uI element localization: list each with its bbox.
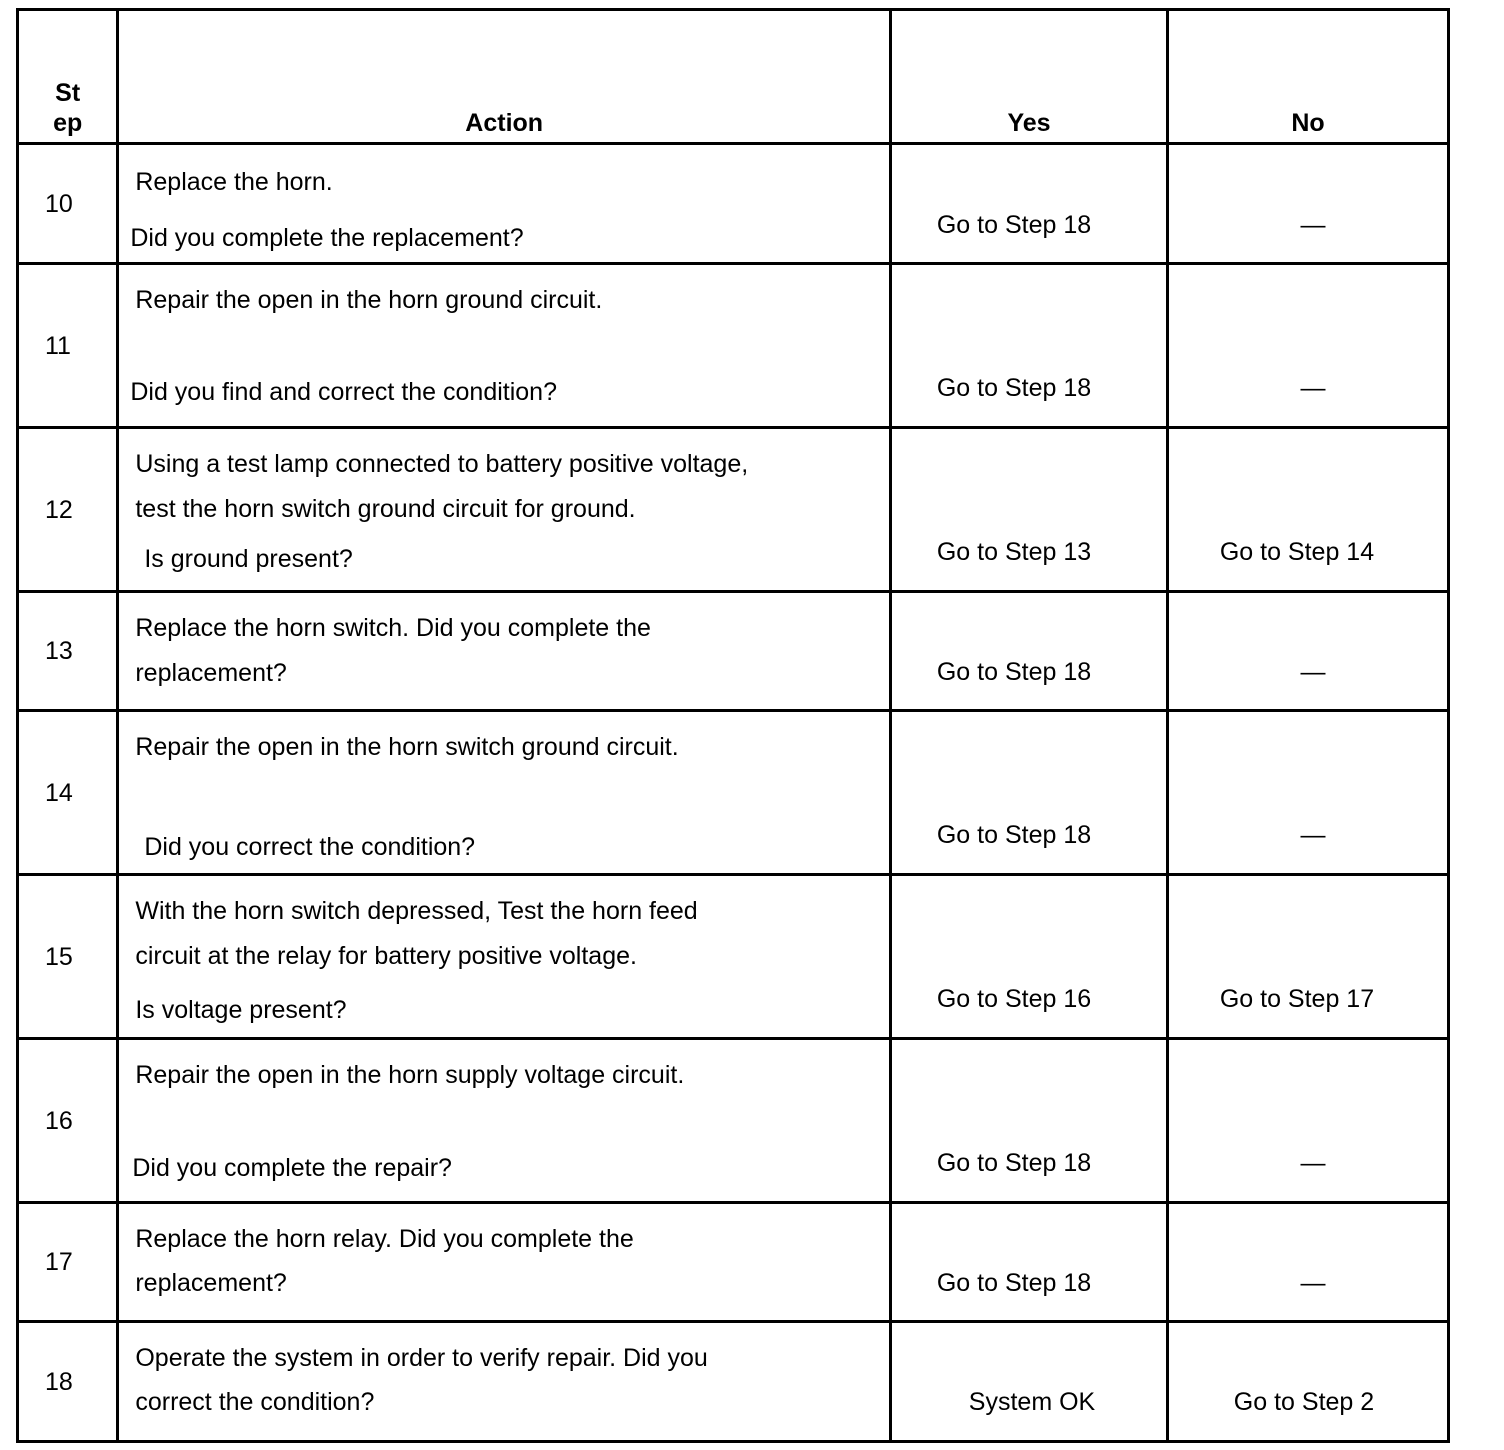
action-line: Did you correct the condition? [144, 833, 476, 861]
no-cell [1167, 711, 1448, 875]
no-cell [1167, 144, 1448, 264]
no-cell [1167, 1039, 1448, 1203]
yes-cell [891, 428, 1168, 592]
step-number: 10 [18, 144, 118, 264]
action-cell [118, 592, 891, 711]
yes-result: System OK [968, 1388, 1096, 1416]
table-row [18, 428, 1449, 592]
action-line: Replace the horn relay. Did you complete the [135, 1225, 634, 1253]
yes-cell [891, 592, 1168, 711]
no-result: Go to Step 2 [1233, 1388, 1375, 1416]
diagnostic-table [16, 8, 1450, 1443]
action-line: Is ground present? [144, 545, 353, 573]
action-cell [118, 428, 891, 592]
yes-cell [891, 1203, 1168, 1322]
step-number: 18 [18, 1322, 118, 1442]
action-cell [118, 144, 891, 264]
action-cell [118, 1322, 891, 1442]
yes-result: Go to Step 16 [936, 985, 1092, 1013]
no-cell [1167, 875, 1448, 1039]
no-result: Go to Step 17 [1219, 985, 1375, 1013]
action-line: Repair the open in the horn supply voltage circuit. [135, 1061, 685, 1089]
action-line: Operate the system in order to verify repair. Did you [135, 1344, 708, 1372]
yes-result: Go to Step 18 [936, 1149, 1092, 1177]
yes-result: Go to Step 18 [936, 658, 1092, 686]
yes-cell [891, 1322, 1168, 1442]
step-number: 14 [18, 711, 118, 875]
action-line: Repair the open in the horn ground circuit. [135, 286, 603, 314]
yes-cell [891, 1039, 1168, 1203]
action-cell [118, 711, 891, 875]
action-line: test the horn switch ground circuit for ground. [135, 495, 636, 523]
action-line: replacement? [135, 659, 287, 687]
no-result: — [1300, 658, 1326, 686]
header-step-line2: ep [53, 109, 83, 137]
table-row [18, 1039, 1449, 1203]
step-number: 15 [18, 875, 118, 1039]
header-yes: Yes [891, 10, 1168, 144]
yes-result: Go to Step 18 [936, 821, 1092, 849]
header-no: No [1167, 10, 1448, 144]
step-number: 13 [18, 592, 118, 711]
no-cell [1167, 592, 1448, 711]
no-cell [1167, 264, 1448, 428]
yes-cell [891, 144, 1168, 264]
step-number: 11 [18, 264, 118, 428]
table-row [18, 144, 1449, 264]
no-cell [1167, 1203, 1448, 1322]
no-result: — [1300, 1269, 1326, 1297]
action-cell [118, 875, 891, 1039]
action-line: Is voltage present? [135, 996, 347, 1024]
table-row [18, 1203, 1449, 1322]
yes-cell [891, 264, 1168, 428]
action-line: Replace the horn switch. Did you complete the [135, 614, 651, 642]
action-line: Did you complete the replacement? [130, 224, 524, 252]
table-row [18, 1322, 1449, 1442]
action-line: Did you complete the repair? [132, 1154, 452, 1182]
header-step-line1: St [55, 79, 81, 107]
action-line: replacement? [135, 1269, 287, 1297]
no-cell [1167, 428, 1448, 592]
action-cell [118, 1203, 891, 1322]
step-number: 12 [18, 428, 118, 592]
no-result: — [1300, 821, 1326, 849]
table-row [18, 264, 1449, 428]
action-line: With the horn switch depressed, Test the horn feed [135, 897, 698, 925]
action-line: Replace the horn. [135, 168, 333, 196]
no-result: — [1300, 211, 1326, 239]
action-line: Repair the open in the horn switch ground circuit. [135, 733, 679, 761]
yes-cell [891, 875, 1168, 1039]
action-cell [118, 1039, 891, 1203]
no-result: Go to Step 14 [1219, 538, 1375, 566]
action-line: Using a test lamp connected to battery positive voltage, [135, 450, 749, 478]
yes-result: Go to Step 18 [936, 211, 1092, 239]
step-number: 17 [18, 1203, 118, 1322]
table-row [18, 592, 1449, 711]
no-cell [1167, 1322, 1448, 1442]
header-step [18, 10, 118, 144]
action-line: circuit at the relay for battery positive voltage. [135, 942, 637, 970]
table-row [18, 711, 1449, 875]
no-result: — [1300, 1149, 1326, 1177]
yes-cell [891, 711, 1168, 875]
action-line: correct the condition? [135, 1388, 375, 1416]
action-line: Did you find and correct the condition? [130, 378, 557, 406]
no-result: — [1300, 374, 1326, 402]
table-row [18, 875, 1449, 1039]
yes-result: Go to Step 18 [936, 1269, 1092, 1297]
action-cell [118, 264, 891, 428]
yes-result: Go to Step 18 [936, 374, 1092, 402]
step-number: 16 [18, 1039, 118, 1203]
header-action: Action [118, 10, 891, 144]
yes-result: Go to Step 13 [936, 538, 1092, 566]
header-row [18, 10, 1449, 144]
